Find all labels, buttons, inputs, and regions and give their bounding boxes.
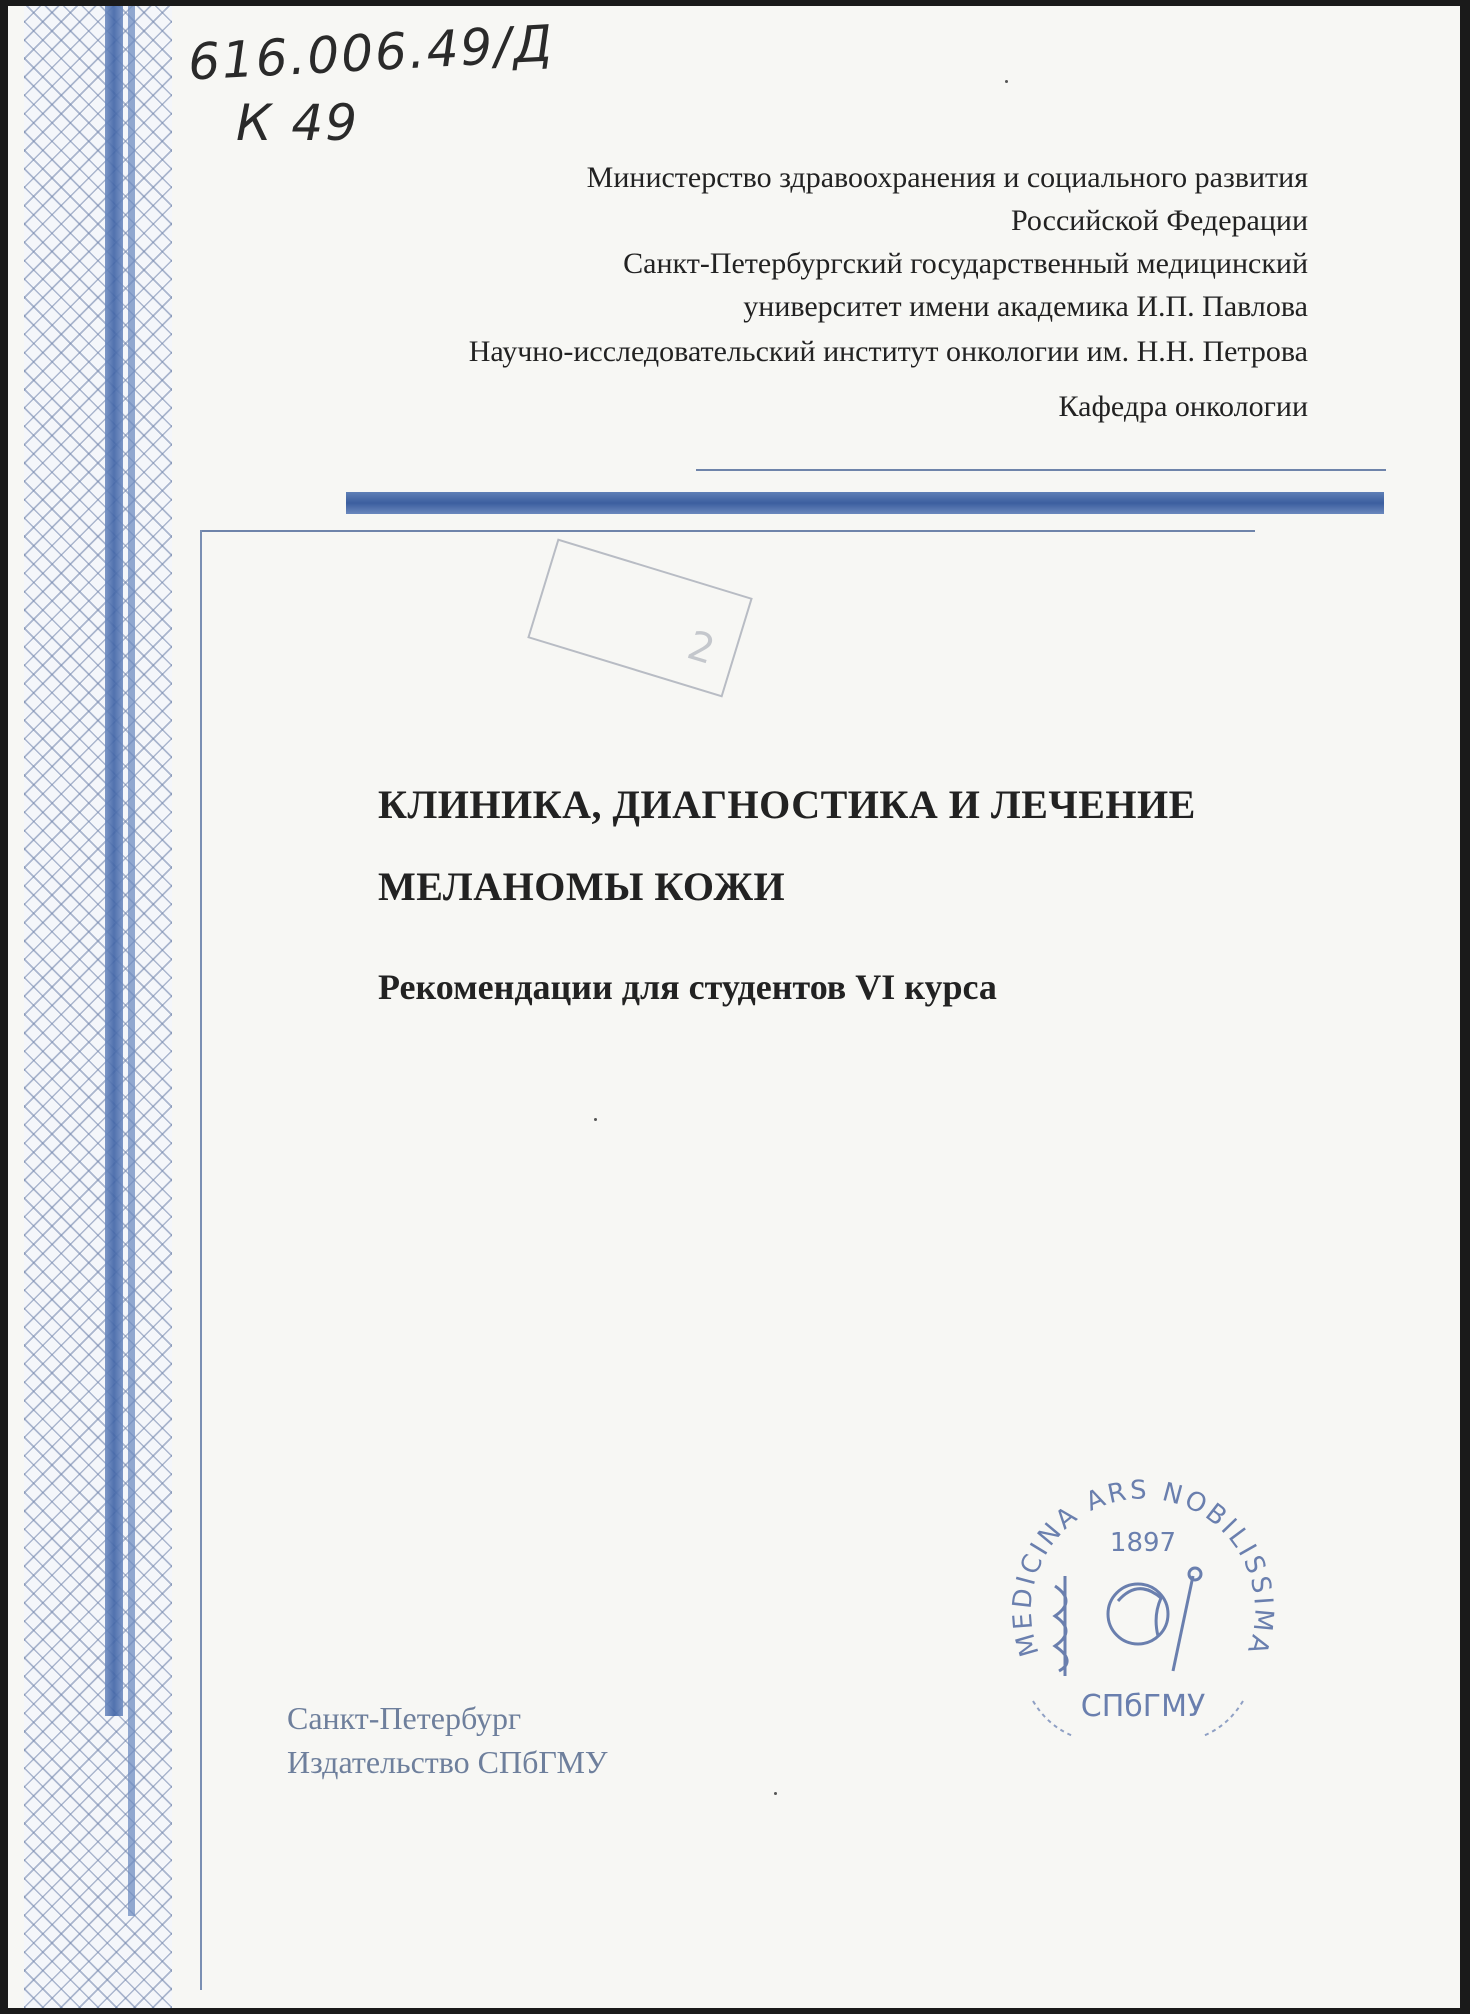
- faint-library-stamp: [527, 538, 752, 697]
- divider-thick-blue: [346, 492, 1384, 514]
- header-line-university-name: университет имени академика И.П. Павлова: [743, 290, 1308, 323]
- publication-city: Санкт-Петербург: [287, 1700, 522, 1736]
- divider-thin-top: [696, 469, 1386, 471]
- divider-thin-bottom: [200, 530, 1255, 532]
- print-speck: [594, 1118, 597, 1121]
- book-title: [378, 764, 1196, 928]
- book-cover: [8, 6, 1460, 2008]
- book-title-line-1: КЛИНИКА, ДИАГНОСТИКА И ЛЕЧЕНИЕ: [378, 782, 1196, 827]
- faint-stamp-number: 2: [682, 622, 721, 674]
- header-line-institute: Научно-исследовательский институт онкологии им. Н.Н. Петрова: [468, 335, 1308, 368]
- header-line-department: Кафедра онкологии: [1058, 390, 1308, 423]
- header-line-federation: Российской Федерации: [1010, 204, 1308, 237]
- decorative-blue-stripe: [105, 6, 123, 1716]
- header-line-ministry: Министерство здравоохранения и социального развития: [586, 161, 1308, 194]
- frame-vertical-line: [200, 530, 202, 1990]
- print-speck: [1005, 80, 1008, 83]
- seal-motto: MEDICINA ARS NOBILISSIMA: [1007, 1475, 1279, 1661]
- seal-emblem-icon: [1055, 1568, 1201, 1676]
- organization-header: [469, 156, 1308, 428]
- decorative-blue-stripe-thin: [128, 6, 135, 1916]
- publication-info: [287, 1696, 608, 1784]
- print-speck: [774, 1792, 777, 1795]
- seal-year: 1897: [1109, 1528, 1177, 1558]
- seal-name: СПбГМУ: [1080, 1689, 1206, 1724]
- header-line-university: Санкт-Петербургский государственный медицинский: [623, 247, 1308, 280]
- book-title-line-2: МЕЛАНОМЫ КОЖИ: [378, 864, 786, 909]
- book-subtitle: Рекомендации для студентов VI курса: [378, 967, 997, 1007]
- handwritten-author-mark: К 49: [236, 94, 360, 152]
- handwritten-classification-code: 616.006.49/Д: [186, 14, 556, 92]
- university-seal-stamp: [993, 1466, 1283, 1756]
- publication-publisher: Издательство СПбГМУ: [287, 1744, 608, 1780]
- decorative-lattice-border: [24, 6, 172, 2008]
